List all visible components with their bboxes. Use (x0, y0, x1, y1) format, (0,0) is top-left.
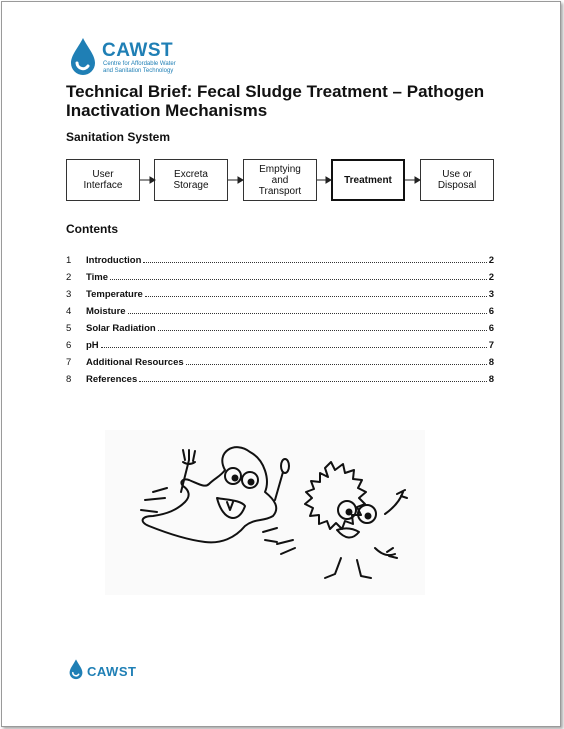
toc-entry-number: 8 (66, 374, 72, 385)
toc-entry-label: Time (86, 272, 109, 283)
toc-dot-leader (145, 296, 487, 297)
step-label-line: and (271, 174, 289, 186)
toc-entry[interactable] (66, 252, 494, 266)
step-label-line: Emptying (259, 163, 301, 175)
toc-dot-leader (158, 330, 487, 331)
toc-dot-leader (139, 381, 486, 382)
ghost-pupil-right (249, 480, 254, 485)
brand-subtitle-line1: Centre for Affordable Water (103, 61, 176, 67)
contents-heading: Contents (66, 222, 118, 236)
toc-entry-label: Additional Resources (86, 357, 184, 368)
toc-entry-page: 6 (488, 306, 494, 317)
toc-entry[interactable] (66, 303, 494, 317)
toc-entry-page: 2 (488, 255, 494, 266)
toc-entry-label: References (86, 374, 138, 385)
toc-dot-leader (186, 364, 487, 365)
arrow-head-icon (238, 177, 243, 183)
document-title-line2: Inactivation Mechanisms (66, 101, 268, 120)
toc-entry-label: pH (86, 340, 99, 351)
toc-entry[interactable] (66, 354, 494, 368)
toc-entry-label: Introduction (86, 255, 142, 266)
toc-entry-page: 8 (488, 374, 494, 385)
sanitation-system-heading: Sanitation System (66, 130, 171, 144)
toc-entry[interactable] (66, 337, 494, 351)
arrow-head-icon (326, 177, 331, 183)
toc-entry-page: 8 (488, 357, 494, 368)
toc-entry[interactable] (66, 269, 494, 283)
toc-entry-number: 4 (66, 306, 72, 317)
step-label-line: Use or (442, 169, 472, 180)
step-label-line: Storage (173, 180, 209, 191)
arrow-head-icon (415, 177, 420, 183)
toc-entry-page: 7 (488, 340, 494, 351)
toc-entry[interactable] (66, 371, 494, 385)
pathogen-cartoon-illustration (105, 430, 425, 595)
toc-dot-leader (143, 262, 486, 263)
step-label-line: User (92, 169, 114, 180)
toc-entry-page: 3 (488, 289, 494, 300)
footer-brand-name: CAWST (87, 664, 137, 679)
toc-dot-leader (110, 279, 487, 280)
toc-entry[interactable] (66, 286, 494, 300)
step-label-line: Treatment (344, 174, 392, 186)
document-title-line1: Technical Brief: Fecal Sludge Treatment – Pathogen (66, 82, 485, 101)
toc-entry-number: 5 (66, 323, 72, 334)
step-label-line: Disposal (437, 180, 477, 191)
ghost-pupil-left (233, 476, 238, 481)
toc-entry-number: 3 (66, 289, 72, 300)
toc-entry-page: 2 (488, 272, 494, 283)
step-label-line: Excreta (174, 169, 208, 180)
toc-entry-label: Temperature (86, 289, 143, 300)
step-label-line: Interface (83, 180, 123, 191)
toc-entry-number: 6 (66, 340, 72, 351)
step-label-line: Transport (258, 185, 302, 197)
toc-dot-leader (101, 347, 487, 348)
fuzzy-pupil-right (366, 514, 371, 519)
footer-water-drop-logo-icon (68, 658, 84, 680)
toc-entry-label: Moisture (86, 306, 126, 317)
arrow-head-icon (150, 177, 155, 183)
brand-subtitle-line2: and Sanitation Technology (103, 68, 174, 74)
toc-entry-number: 2 (66, 272, 72, 283)
toc-entry-number: 1 (66, 255, 72, 266)
toc-entry-number: 7 (66, 357, 72, 368)
toc-entry-label: Solar Radiation (86, 323, 156, 334)
brand-name: CAWST (102, 40, 174, 61)
toc-entry-page: 6 (488, 323, 494, 334)
toc-entry[interactable] (66, 320, 494, 334)
toc-dot-leader (128, 313, 487, 314)
fuzzy-pupil-left (347, 510, 352, 515)
